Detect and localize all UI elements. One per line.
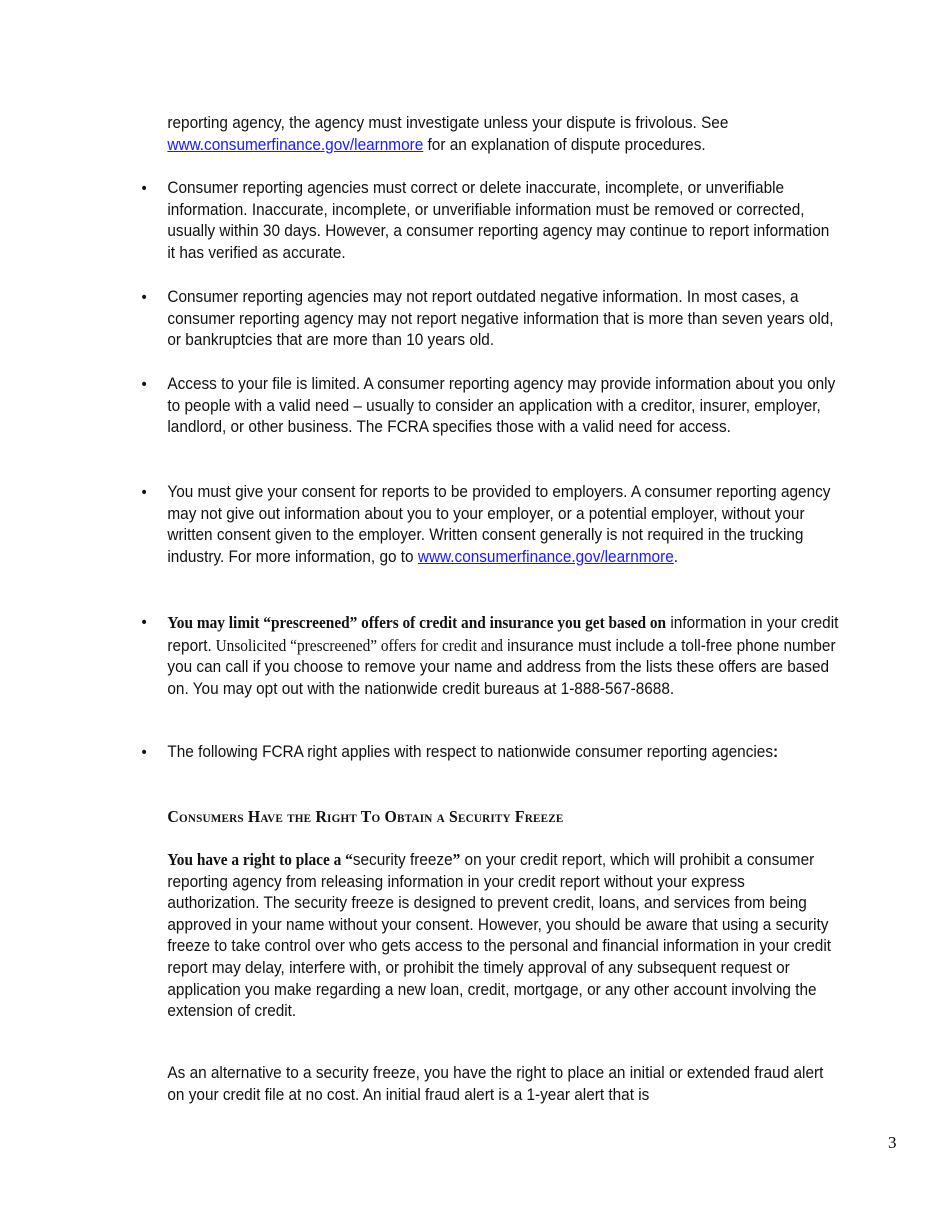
bullet-prescreened — [167, 612, 838, 700]
security-freeze-heading: Consumers Have the Right To Obtain a Security Freeze — [167, 807, 564, 826]
freeze-body: The security freeze is designed to prevent credit, loans, and services from being approved in your name without your consent. However, you should be aware that using a security freeze to take control over who gets access to the personal and financial information in your credit report may delay, interfere with, or prohibit the timely approval of any subsequent request or application you make regarding a new loan, credit, mortgage, or any other account involving the extension of credit. — [167, 894, 832, 1021]
bullet-colon: : — [772, 743, 779, 761]
intro-text: reporting agency, the agency must investigate unless your dispute is frivolous. See — [167, 114, 729, 132]
learnmore-link[interactable]: www.consumerfinance.gov/learnmore — [417, 547, 674, 566]
intro-paragraph — [167, 113, 838, 156]
bullet-period: . — [673, 547, 679, 566]
bullet-text: The following FCRA right applies with respect to nationwide consumer reporting agencies — [167, 743, 773, 761]
fraud-alert-paragraph: As an alternative to a security freeze, you have the right to place an initial or extended fraud alert on your credit file at no cost. An initial fraud alert is a 1-year alert that is — [167, 1064, 824, 1104]
bullet-access-limited — [167, 374, 838, 439]
bullet-marker: • — [141, 376, 147, 393]
bullet-lead: Consumer reporting agencies must correct or delete inaccurate, incomplete, or unverifiable information. — [167, 179, 785, 219]
bullet-lead: You must give your consent for reports to be provided to employers. — [167, 483, 628, 501]
intro-text-end: for an explanation of dispute procedures. — [423, 135, 706, 154]
bullet-marker: • — [141, 614, 147, 631]
bullet-body: insurance must include a toll-free phone number you can call if you choose to remove your name and address from the lists these offers are based on. You may opt out with the nationwide credit bureaus at 1-888-567-8688. — [167, 636, 836, 698]
bullet-lead-rest: information in your credit report. — [167, 614, 839, 655]
learnmore-link[interactable]: www.consumerfinance.gov/learnmore — [167, 135, 424, 154]
bullet-marker: • — [141, 180, 147, 197]
security-freeze-paragraph — [167, 849, 838, 1023]
bullet-lead-bold: You may limit “prescreened” offers of credit and insurance you get based on — [167, 613, 667, 632]
bullet-body: A consumer reporting agency may not give out information about you to your employer, or a potential employer, without your written consent given to the employer. Written consent generally is not required in the trucking industry. For more information, go to — [167, 483, 831, 566]
bullet-marker: • — [141, 744, 147, 761]
bullet-lead: Consumer reporting agencies may not report outdated negative information. — [167, 288, 683, 306]
bullet-body: Inaccurate, incomplete, or unverifiable information must be removed or corrected, usually within 30 days. However, a consumer reporting agency may continue to report information it has verified as accurate. — [167, 200, 830, 262]
bullet-body: In most cases, a consumer reporting agency may not report negative information that is more than seven years old, or bankruptcies that are more than 10 years old. — [167, 288, 834, 350]
freeze-quote-close: ” — [452, 850, 461, 869]
bullet-fcra-right — [167, 742, 838, 764]
bullet-body-serif: Unsolicited “prescreened” offers for credit and — [211, 635, 503, 655]
bullet-lead: Access to your file is limited. — [167, 375, 361, 393]
bullet-marker: • — [141, 484, 147, 501]
bullet-body: A consumer reporting agency may provide information about you only to people with a valid need – usually to consider an application with a creditor, insurer, employer, landlord, or other business. The FCRA specifies those with a valid need for access. — [167, 375, 836, 437]
freeze-term: security freeze — [352, 851, 453, 869]
page-number: 3 — [888, 1133, 897, 1152]
bullet-outdated-info — [167, 287, 838, 352]
bullet-employer-consent — [167, 482, 838, 568]
bullet-marker: • — [141, 289, 147, 306]
freeze-lead-rest: on your credit report, which will prohibit a consumer reporting agency from releasing information in your credit report without your express authorization. — [167, 851, 815, 913]
bullet-correct-delete — [167, 178, 838, 264]
freeze-lead-bold: You have a right to place a “ — [167, 850, 353, 869]
